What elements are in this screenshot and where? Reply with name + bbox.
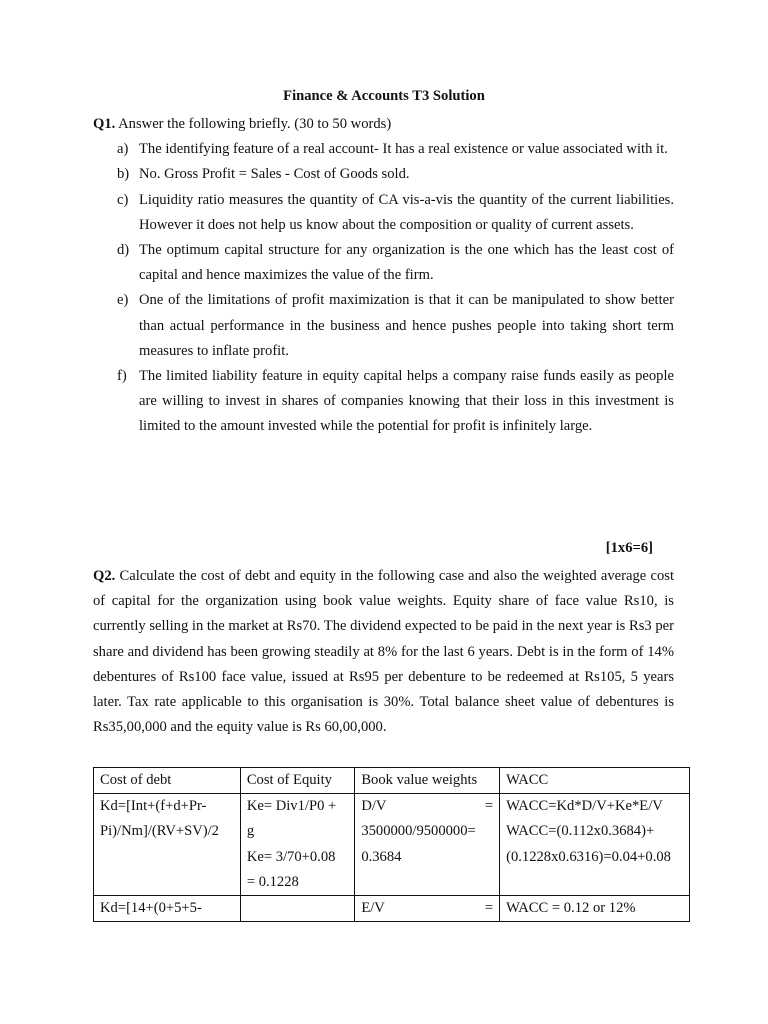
question-1-prompt: Answer the following briefly. (30 to 50 words) [118, 116, 392, 132]
cell-line: 3500000/9500000= [361, 823, 476, 840]
answer-item-f [93, 364, 674, 440]
cell-line [361, 794, 493, 819]
answer-item-b [93, 162, 674, 187]
question-2 [93, 564, 674, 740]
answer-label: e) [117, 292, 129, 309]
answer-item-c [93, 188, 674, 238]
cell-line: 0.3684 [361, 848, 402, 865]
cell-line: g [246, 823, 255, 840]
cell-line: Kd=[Int+(f+d+Pr- [100, 798, 207, 815]
cell-cost-of-debt: Kd=[14+(0+5+5- [94, 896, 241, 922]
cell-book-value-weights [355, 896, 500, 922]
question-2-label: Q2. [93, 568, 116, 584]
cell-cost-of-equity [240, 896, 355, 922]
question-1-label: Q1. [93, 116, 116, 132]
answer-text: One of the limitations of profit maximization is that it can be manipulated to show better than actual performance in the business and hence pushes people into taking short term measures to inflate profit. [139, 292, 674, 359]
cell-line: WACC=Kd*D/V+Ke*E/V [506, 798, 663, 815]
equals-sign: = [484, 900, 494, 917]
equals-sign: = [484, 798, 494, 815]
weight-label: E/V [361, 900, 385, 917]
table-row [94, 794, 690, 896]
question-2-text: Calculate the cost of debt and equity in the following case and also the weighted average cost of capital for the organization using book value weights. Equity share of face value Rs10, is currently selling in the market at Rs70. The dividend expected to be paid in the next year is Rs3 per share and dividend has been growing steadily at 8% for the last 6 years. Debt is in the form of 14% debentures of Rs100 face value, issued at Rs95 per debenture to be redeemed at Rs105, 5 years later. Tax rate applicable to this organisation is 30%. Total balance sheet value of debentures is Rs35,00,000 and the equity value is Rs 60,00,000. [93, 568, 674, 736]
cell-line: Pi)/Nm]/(RV+SV)/2 [100, 823, 219, 840]
weight-label: D/V [361, 798, 387, 815]
table-header-row [94, 768, 690, 794]
cell-book-value-weights [355, 794, 500, 896]
answer-text: The optimum capital structure for any organization is the one which has the least cost of capital and hence maximizes the value of the firm. [139, 242, 674, 284]
cell-line: WACC=(0.112x0.3684)+ [506, 823, 655, 840]
cell-cost-of-debt [94, 794, 241, 896]
answer-text: The limited liability feature in equity capital helps a company raise funds easily as people are willing to invest in shares of companies knowing that their loss in this investment is limited to the amount invested while the potential for profit is infinitely large. [139, 368, 674, 435]
cell-wacc: WACC = 0.12 or 12% [500, 896, 690, 922]
header-wacc: WACC [500, 768, 690, 794]
document-title: Finance & Accounts T3 Solution [283, 88, 485, 104]
answer-text: The identifying feature of a real account- It has a real existence or value associated with it. [139, 141, 668, 158]
cell-wacc [500, 794, 690, 896]
question-1 [93, 112, 683, 440]
answer-label: c) [117, 191, 129, 208]
solution-table [93, 767, 690, 922]
answer-label: f) [117, 368, 127, 385]
cell-line [361, 896, 493, 921]
cell-line: Ke= 3/70+0.08 [246, 848, 336, 865]
answer-item-d [93, 238, 674, 288]
question-1-heading [93, 112, 683, 137]
cell-cost-of-equity [240, 794, 355, 896]
answer-label: b) [117, 166, 130, 183]
answer-item-a [93, 137, 674, 162]
answer-label: d) [117, 242, 130, 259]
header-book-value-weights: Book value weights [355, 768, 500, 794]
answer-text: Liquidity ratio measures the quantity of CA vis-a-vis the quantity of the current liabilities. However it does not help us know about the composition or quality of current assets. [139, 191, 674, 233]
header-cost-of-debt: Cost of debt [94, 768, 241, 794]
answer-text: No. Gross Profit = Sales - Cost of Goods sold. [139, 166, 410, 183]
question-1-marks: [1x6=6] [605, 540, 653, 556]
header-cost-of-equity: Cost of Equity [240, 768, 355, 794]
answer-label: a) [117, 141, 129, 158]
cell-line: Ke= Div1/P0 + [246, 798, 337, 815]
table-row [94, 896, 690, 922]
answer-list [93, 137, 683, 439]
cell-line: (0.1228x0.6316)=0.04+0.08 [506, 848, 671, 865]
answer-item-e [93, 288, 674, 364]
cell-line: = 0.1228 [246, 873, 299, 890]
